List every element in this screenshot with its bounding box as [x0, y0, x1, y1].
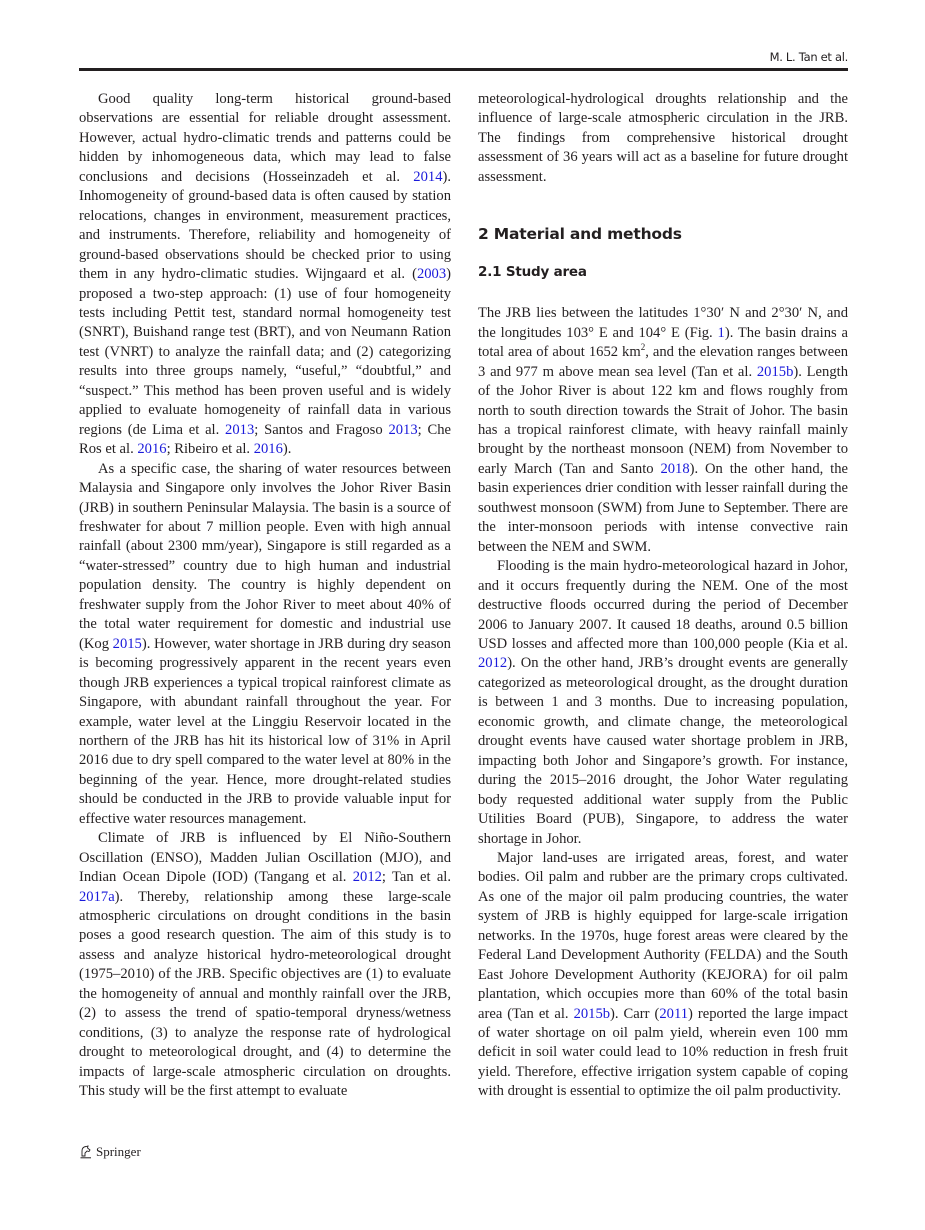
citation-link[interactable]: 2015b: [573, 1005, 611, 1022]
paragraph: Climate of JRB is influenced by El Niño-Southern Oscillation (ENSO), Madden Julian Oscillation (MJO), and Indian Ocean Dipole (IOD) (Tangang et al. 2012; Tan et al. 2017a). Thereby, relationship among these large-scale atmospheric circulations on drought conditions in the basin poses a good research question. The aim of this study is to assess and analyze historical hydro-meteorological drought (1975–2010) of the JRB. Specific objectives are (1) to evaluate the homogeneity of annual and monthly rainfall over the JRB, (2) to assess the trend of spatio-temporal dryness/wetness conditions, (3) to analyze the response rate of hydrological drought to meteorological drought, and (4) to determine the impacts of large-scale atmospheric circulation on droughts. This study will be the first attempt to evaluate: [79, 830, 452, 1100]
paragraph: As a specific case, the sharing of water resources between Malaysia and Singapore only involves the Johor River Basin (JRB) in southern Peninsular Malaysia. The basin is a source of freshwater for about 7 million people. Even with high annual rainfall (about 2300 mm/year), Singapore is still regarded as a “water-stressed” country due to high human and industrial population density. The country is highly dependent on freshwater supply from the Johor River to meet about 40% of the total water requirement for domestic and industrial use (Kog 2015). However, water shortage in JRB during dry season is becoming progressively apparent in the recent years even though JRB experiences a typical tropical rainforest climate as Singapore, with abundant rainfall throughout the year. For example, water level at the Linggiu Reservoir located in the northern of the JRB has hit its historical low of 31% in April 2016 due to dry spell compared to the water level at 80% in the beginning of the year. Hence, more drought-related studies should be conducted in the JRB to provide valuable input for effective water resources management.: [79, 460, 451, 827]
section-heading: 2 Material and methods: [478, 225, 682, 244]
citation-link[interactable]: 2015b: [756, 363, 794, 380]
citation-link[interactable]: 2016: [253, 441, 283, 458]
publisher-name: Springer: [96, 1144, 141, 1159]
continuation-paragraph: meteorological-hydrological droughts relationship and the influence of large-scale atmospheric circulation in the JRB. The findings from comprehensive historical drought assessment of 36 years will act as a baseline for future drought assessment.: [478, 91, 848, 185]
paragraph: Major land-uses are irrigated areas, forest, and water bodies. Oil palm and rubber are the primary crops cultivated. As one of the major oil palm producing countries, the water system of JRB is highly equipped for large-scale irrigation networks. In the 1970s, huge forest areas were cleared by the Federal Land Development Authority (FELDA) and the South East Johore Development Authority (KEJORA) for oil palm plantation, which occupies more than 60% of the total basin area (Tan et al. 2015b). Carr (2011) reported the large impact of water shortage on oil palm yield, wherein even 100 mm deficit in soil water could lead to 10% reduction in fresh fruit yield. Therefore, effective irrigation system capable of coping with drought is essential to optimize the oil palm productivity.: [478, 849, 848, 1100]
citation-link[interactable]: 2015: [112, 635, 142, 652]
running-head: M. L. Tan et al.: [769, 50, 848, 64]
springer-horse-icon: [79, 1145, 93, 1159]
citation-link[interactable]: 2014: [413, 168, 443, 185]
header-rule: [79, 68, 848, 71]
citation-link[interactable]: 2016: [137, 441, 167, 458]
superscript: 2: [640, 342, 646, 353]
subsection-heading: 2.1 Study area: [478, 264, 587, 281]
left-column: [79, 90, 451, 1102]
citation-link[interactable]: 1: [717, 324, 725, 341]
right-column: [478, 90, 848, 1102]
citation-link[interactable]: 2017a: [79, 888, 115, 905]
citation-link[interactable]: 2012: [478, 655, 508, 672]
citation-link[interactable]: 2012: [352, 869, 382, 886]
citation-link[interactable]: 2011: [659, 1005, 689, 1022]
paragraph: The JRB lies between the latitudes 1°30′ N and 2°30′ N, and the longitudes 103° E and 104° E (Fig. 1). The basin drains a total area of about 1652 $km^2$, and the elevation ranges between 3 and 977 m above mean sea level (Tan et al. 2015b). Length of the Johor River is about 122 km and flows roughly from north to south direction towards the Strait of Johor. The basin has a tropical rainforest climate, with heavy rainfall mainly brought by the northeast monsoon (NEM) from November to early March (Tan and Santo 2018). On the other hand, the basin experiences drier condition with lesser rainfall during the southwest monsoon (SWM) from June to September. There are the inter-monsoon periods with intense convective rain between the NEM and SWM.: [478, 305, 848, 555]
citation-link[interactable]: 2013: [225, 421, 255, 438]
paragraph: Flooding is the main hydro-meteorological hazard in Johor, and it occurs frequently during the NEM. One of the most destructive floods occurred during the period of December 2006 to January 2007. It caused 18 deaths, around 0.5 billion USD losses and affected more than 100,000 people (Kia et al. 2012). On the other hand, JRB’s drought events are generally categorized as meteorological drought, as the drought duration is between 1 and 3 months. Due to increasing population, economic growth, and climate change, the meteorological drought events have caused water shortage problem in JRB, impacting both Johor and Singapore’s growth. For instance, during the 2015–2016 drought, the Johor Water regulating body requested additional water supply from the Public Utilities Board (PUB), Singapore, to address the water shortage in Johor.: [478, 558, 848, 847]
citation-link[interactable]: 2018: [660, 460, 690, 477]
paragraph: Good quality long-term historical ground-based observations are essential for reliable drought assessment. However, actual hydro-climatic trends and patterns could be hidden by inhomogeneous data, which may lead to false conclusions and decisions (Hosseinzadeh et al. 2014). Inhomogeneity of ground-based data is often caused by station relocations, changes in environment, measurement practices, and instruments. Therefore, reliability and homogeneity of ground-based observations should be checked prior to using them in any hydro-climatic studies. Wijngaard et al. (2003) proposed a two-step approach: (1) use of four homogeneity tests including Pettit test, standard normal homogeneity test (SNRT), Buishand range test (BRT), and von Neumann Ration test (VNRT) to analyze the rainfall data; and (2) categorizing results into three groups namely, “useful,” “doubtful,” and “suspect.” This method has been proven useful and is widely applied to evaluate homogeneity of rainfall data in various regions (de Lima et al. 2013; Santos and Fragoso 2013; Che Ros et al. 2016; Ribeiro et al. 2016).: [79, 91, 451, 458]
page-footer: [79, 1144, 141, 1160]
citation-link[interactable]: 2003: [416, 266, 447, 283]
citation-link[interactable]: 2013: [388, 421, 418, 438]
